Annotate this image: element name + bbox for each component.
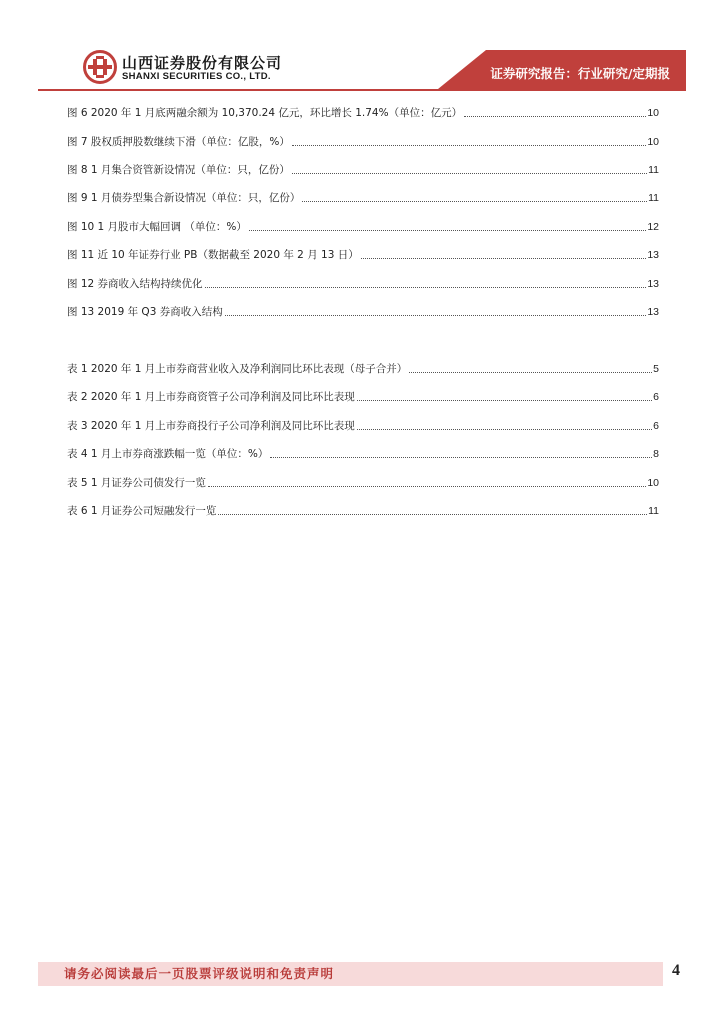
dot-leader bbox=[205, 286, 647, 288]
company-name-cn: 山西证券股份有限公司 bbox=[122, 54, 283, 72]
toc-entry-label: 表 5 1 月证券公司债发行一览 bbox=[67, 477, 206, 489]
toc-entry-label: 图 8 1 月集合资管新设情况（单位：只，亿份） bbox=[67, 164, 290, 176]
report-type-label: 证券研究报告：行业研究/定期报 bbox=[490, 66, 670, 81]
toc-entry-page: 13 bbox=[647, 306, 659, 318]
toc-entry-label: 图 7 股权质押股数继续下滑（单位：亿股，%） bbox=[67, 136, 290, 148]
toc-entry-label: 图 13 2019 年 Q3 券商收入结构 bbox=[67, 306, 223, 318]
dot-leader bbox=[249, 229, 646, 231]
page-number: 4 bbox=[663, 956, 689, 986]
toc-entry-figure-7[interactable] bbox=[67, 133, 659, 149]
dot-leader bbox=[357, 399, 652, 401]
toc-entry-page: 11 bbox=[648, 505, 659, 517]
company-name-en: SHANXI SECURITIES CO., LTD. bbox=[122, 71, 271, 82]
dot-leader bbox=[208, 485, 646, 487]
dot-leader bbox=[292, 144, 646, 146]
toc-entry-table-1[interactable] bbox=[67, 360, 659, 376]
dot-leader bbox=[464, 115, 646, 117]
dot-leader bbox=[270, 456, 652, 458]
toc-entry-figure-12[interactable] bbox=[67, 275, 659, 291]
toc-entry-table-4[interactable] bbox=[67, 445, 659, 461]
dot-leader bbox=[302, 200, 647, 202]
toc-entry-label: 图 11 近 10 年证券行业 PB（数据截至 2020 年 2 月 13 日） bbox=[67, 249, 359, 261]
toc-entry-figure-8[interactable] bbox=[67, 161, 659, 177]
toc-entry-figure-9[interactable] bbox=[67, 189, 659, 205]
toc-entry-page: 11 bbox=[648, 192, 659, 204]
toc-entry-table-3[interactable] bbox=[67, 417, 659, 433]
toc-entry-label: 表 3 2020 年 1 月上市券商投行子公司净利润及同比环比表现 bbox=[67, 420, 355, 432]
toc-entry-figure-10[interactable] bbox=[67, 218, 659, 234]
toc-entry-table-6[interactable] bbox=[67, 502, 659, 518]
toc-entry-figure-6[interactable] bbox=[67, 104, 659, 120]
dot-leader bbox=[357, 428, 652, 430]
toc-entry-page: 10 bbox=[647, 477, 659, 489]
toc-entry-label: 图 6 2020 年 1 月底两融余额为 10,370.24 亿元，环比增长 1.74%（单位：亿元） bbox=[67, 107, 463, 119]
toc-entry-figure-13[interactable] bbox=[67, 303, 659, 319]
dot-leader bbox=[225, 314, 647, 316]
dot-leader bbox=[409, 371, 652, 373]
toc-entry-page: 10 bbox=[647, 107, 659, 119]
toc-entry-page: 6 bbox=[653, 420, 659, 432]
page-footer bbox=[0, 946, 724, 998]
toc-entry-label: 图 10 1 月股市大幅回调 （单位：%） bbox=[67, 221, 247, 233]
toc-entry-page: 13 bbox=[647, 278, 659, 290]
toc-entry-table-2[interactable] bbox=[67, 388, 659, 404]
dot-leader bbox=[361, 257, 647, 259]
toc-entry-label: 图 12 券商收入结构持续优化 bbox=[67, 278, 203, 290]
company-logo-icon bbox=[83, 50, 117, 84]
toc-entry-label: 表 6 1 月证券公司短融发行一览 bbox=[67, 505, 217, 517]
toc-entry-page: 8 bbox=[653, 448, 659, 460]
toc-entry-page: 5 bbox=[653, 363, 659, 375]
dot-leader bbox=[218, 513, 647, 515]
toc-entry-table-5[interactable] bbox=[67, 474, 659, 490]
toc-entry-figure-11[interactable] bbox=[67, 246, 659, 262]
toc-entry-label: 图 9 1 月债券型集合新设情况（单位：只，亿份） bbox=[67, 192, 301, 204]
toc-entry-page: 12 bbox=[647, 221, 659, 233]
toc-entry-page: 13 bbox=[647, 249, 659, 261]
toc-entry-label: 表 2 2020 年 1 月上市券商资管子公司净利润及同比环比表现 bbox=[67, 391, 355, 403]
toc-entry-page: 10 bbox=[647, 136, 659, 148]
toc-entry-label: 表 4 1 月上市券商涨跌幅一览（单位：%） bbox=[67, 448, 269, 460]
toc-entry-page: 6 bbox=[653, 391, 659, 403]
toc-entry-label: 表 1 2020 年 1 月上市券商营业收入及净利润同比环比表现（母子合并） bbox=[67, 363, 408, 375]
toc-entry-page: 11 bbox=[648, 164, 659, 176]
page-header bbox=[0, 0, 724, 95]
disclaimer-notice: 请务必阅读最后一页股票评级说明和免责声明 bbox=[64, 966, 335, 981]
dot-leader bbox=[292, 172, 647, 174]
